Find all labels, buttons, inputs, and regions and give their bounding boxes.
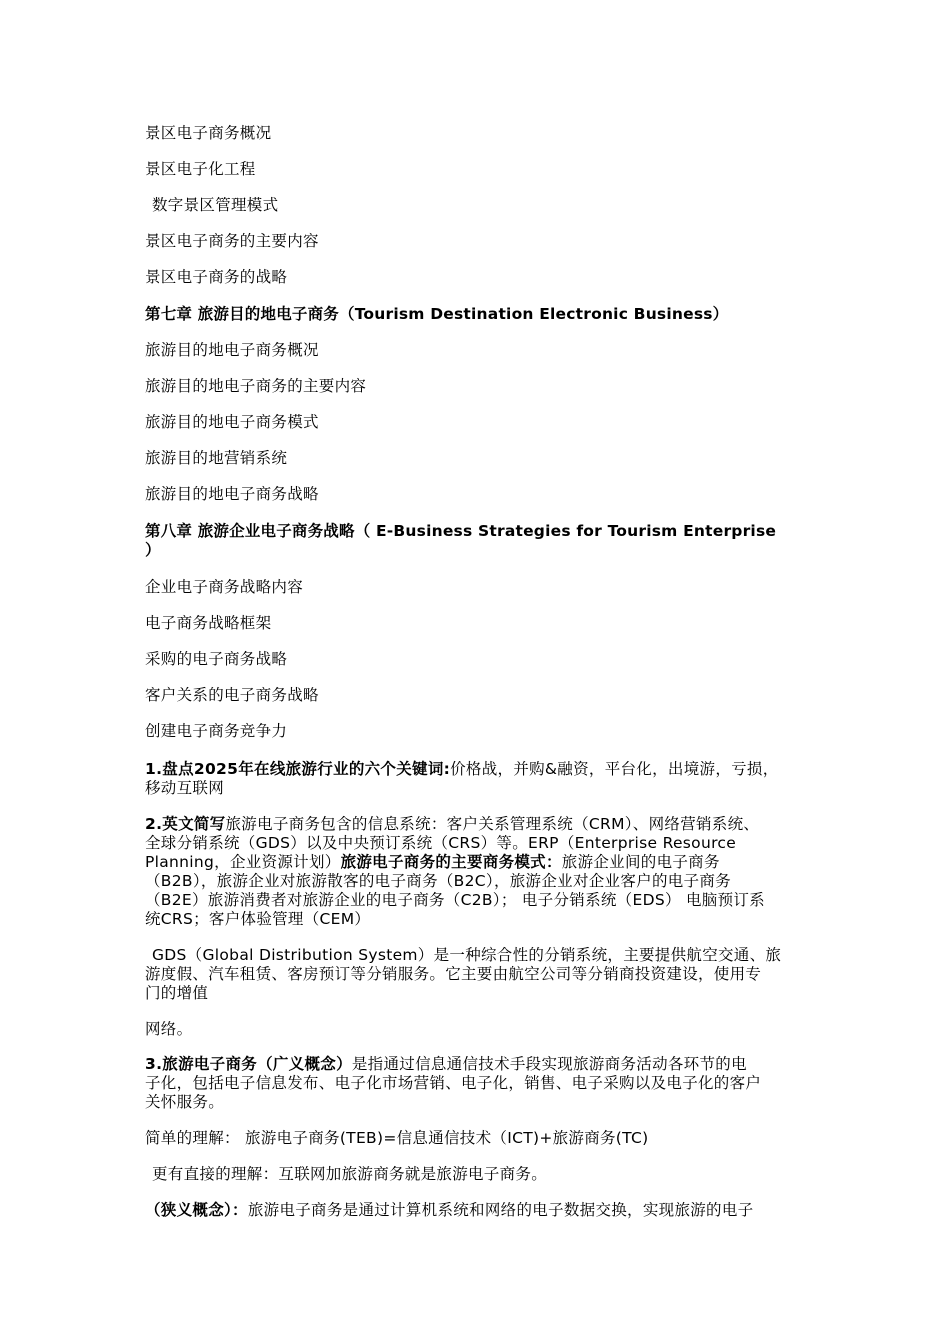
section-2-line: 全球分销系统（GDS）以及中央预订系统（CRS）等。ERP（Enterprise Resource (145, 834, 737, 852)
section-2-text: 旅游企业间的电子商务 (561, 853, 720, 871)
section-2-line: （B2E）旅游消费者对旅游企业的电子商务（C2B）； 电子分销系统（EDS） 电脑预订系 (145, 891, 765, 909)
outline-item: 景区电子商务的主要内容 (145, 232, 319, 250)
chapter-8-item: 采购的电子商务战略 (145, 650, 288, 668)
section-3-line: 关怀服务。 (145, 1093, 225, 1111)
section-2-line (145, 814, 759, 834)
chapter-7-item: 旅游目的地电子商务概况 (145, 341, 319, 359)
section-1-text: 价格战，并购&融资，平台化，出境游，亏损， (450, 760, 779, 778)
chapter-7-heading: 第七章 旅游目的地电子商务（Tourism Destination Electronic Business） (145, 305, 729, 323)
outline-item: 景区电子化工程 (145, 160, 256, 178)
gds-line: 网络。 (145, 1020, 193, 1038)
chapter-8-item: 企业电子商务战略内容 (145, 578, 304, 596)
gds-line: 门的增值 (145, 984, 209, 1002)
direct-understanding: 更有直接的理解：互联网加旅游商务就是旅游电子商务。 (152, 1165, 548, 1183)
chapter-7-item: 旅游目的地电子商务模式 (145, 413, 319, 431)
section-3-text: 是指通过信息通信技术手段实现旅游商务活动各环节的电 (351, 1055, 747, 1073)
section-1-line (145, 759, 779, 779)
section-2-text: Planning，企业资源计划） (145, 853, 341, 871)
chapter-8-item: 客户关系的电子商务战略 (145, 686, 319, 704)
gds-line: GDS（Global Distribution System）是一种综合性的分销系统，主要提供航空交通、旅 (152, 946, 782, 964)
section-2-text: 旅游电子商务包含的信息系统：客户关系管理系统（CRM）、网络营销系统、 (225, 815, 760, 833)
chapter-8-heading-tail: ） (145, 541, 161, 559)
section-3-line: 子化，包括电子信息发布、电子化市场营销、电子化，销售、电子采购以及电子化的客户 (145, 1074, 762, 1092)
chapter-7-item: 旅游目的地电子商务战略 (145, 485, 319, 503)
gds-line: 游度假、汽车租赁、客房预订等分销服务。它主要由航空公司等分销商投资建设，使用专 (145, 965, 762, 983)
outline-item: 景区电子商务概况 (145, 124, 272, 142)
chapter-8-heading: 第八章 旅游企业电子商务战略（ E-Business Strategies for Tourism Enterprise (145, 522, 777, 540)
section-2-bold: 旅游电子商务的主要商务模式： (340, 853, 562, 871)
chapter-7-item: 旅游目的地电子商务的主要内容 (145, 377, 367, 395)
section-2-line: （B2B），旅游企业对旅游散客的电子商务（B2C），旅游企业对企业客户的电子商务 (145, 872, 731, 890)
chapter-8-item: 创建电子商务竞争力 (145, 722, 288, 740)
section-2-lead: 2.英文简写 (145, 815, 226, 833)
outline-item: 景区电子商务的战略 (145, 268, 288, 286)
outline-item: 数字景区管理模式 (152, 196, 279, 214)
section-1-lead: 1.盘点2025年在线旅游行业的六个关键词: (145, 760, 451, 778)
chapter-7-item: 旅游目的地营销系统 (145, 449, 288, 467)
narrow-concept-lead: （狭义概念）： (145, 1201, 248, 1219)
simple-understanding: 简单的理解： 旅游电子商务(TEB)=信息通信技术（ICT)+旅游商务(TC) (145, 1129, 649, 1147)
narrow-concept-text: 旅游电子商务是通过计算机系统和网络的电子数据交换，实现旅游的电子 (247, 1201, 754, 1219)
narrow-concept-line (145, 1200, 753, 1220)
section-2-line (145, 852, 720, 872)
section-1-line-2: 移动互联网 (145, 779, 225, 797)
section-2-line: 统CRS；客户体验管理（CEM） (145, 910, 371, 928)
chapter-8-item: 电子商务战略框架 (145, 614, 272, 632)
section-3-line (145, 1054, 747, 1074)
section-3-lead: 3.旅游电子商务（广义概念） (145, 1055, 352, 1073)
